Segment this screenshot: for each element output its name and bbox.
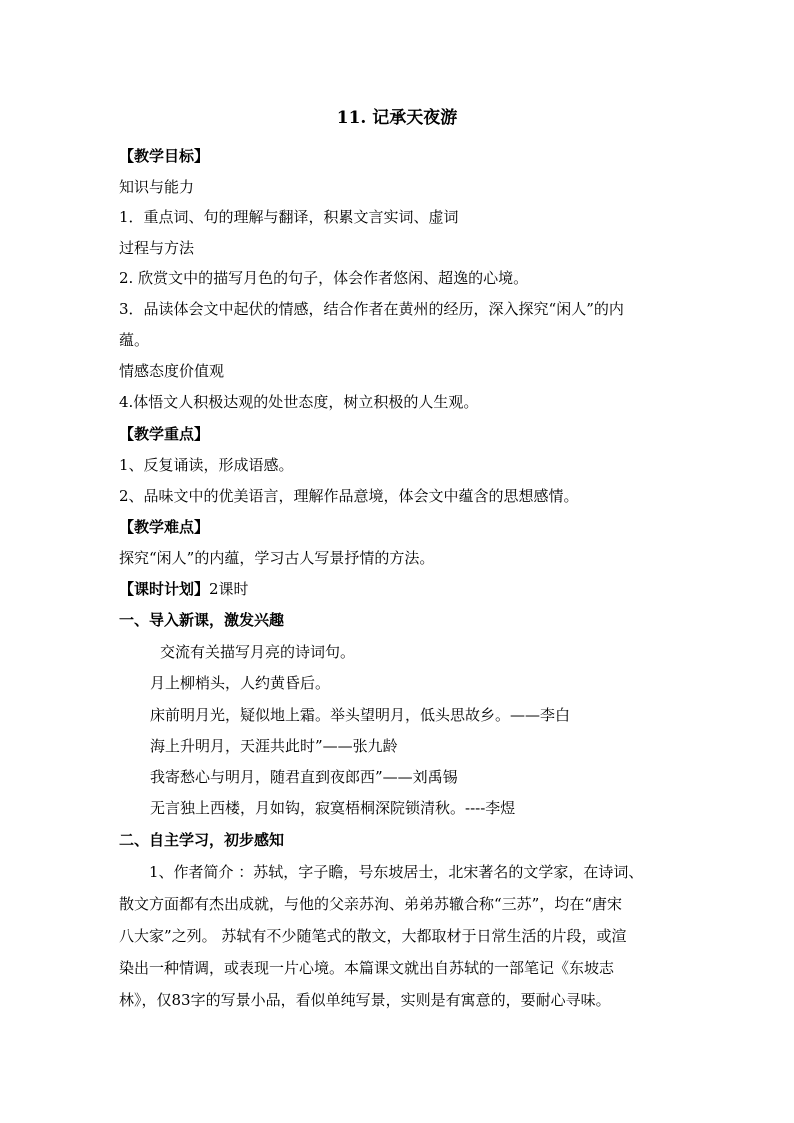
key-point-2: 2、品味文中的优美语言，理解作品意境，体会文中蕴含的思想感情。 bbox=[119, 487, 579, 505]
poem-line-1: 月上柳梢头，人约黄昏后。 bbox=[150, 674, 331, 692]
goals-heading: 【教学目标】 bbox=[119, 147, 210, 165]
author-intro-line-4: 染出一种情调，或表现一片心境。本篇课文就出自苏轼的一部笔记《东坡志 bbox=[119, 959, 615, 977]
goal-4: 4.体悟文人积极达观的处世态度，树立积极的人生观。 bbox=[119, 393, 479, 411]
part-2-heading: 二、自主学习，初步感知 bbox=[119, 831, 285, 849]
difficulty-1: 探究“闲人”的内蕴，学习古人写景抒情的方法。 bbox=[119, 549, 435, 567]
key-point-1: 1、反复诵读，形成语感。 bbox=[119, 456, 294, 474]
goal-3-line-1: 3．品读体会文中起伏的情感，结合作者在黄州的经历，深入探究“闲人”的内 bbox=[119, 300, 624, 318]
part-1-heading: 一、导入新课，激发兴趣 bbox=[119, 611, 285, 629]
author-intro-line-1: 1、作者简介 ：苏轼，字子瞻，号东坡居士，北宋著名的文学家，在诗词、 bbox=[149, 863, 644, 881]
process-heading: 过程与方法 bbox=[119, 239, 195, 257]
author-intro-line-3: 八大家”之列。 苏轼有不少随笔式的散文，大都取材于日常生活的片段，或渲 bbox=[119, 927, 627, 945]
page-title: 11. 记承天夜游 bbox=[336, 108, 458, 128]
poem-line-2: 床前明月光，疑似地上霜。举头望明月，低头思故乡。——李白 bbox=[150, 706, 571, 724]
lesson-plan-value: 2课时 bbox=[209, 580, 249, 598]
part-1-intro: 交流有关描写月亮的诗词句。 bbox=[160, 643, 356, 661]
goal-3-line-2: 蕴。 bbox=[119, 331, 150, 349]
poem-line-4: 我寄愁心与明月，随君直到夜郎西”——刘禹锡 bbox=[150, 768, 458, 786]
knowledge-heading: 知识与能力 bbox=[119, 178, 195, 196]
lesson-plan-heading: 【课时计划】 bbox=[119, 580, 210, 598]
poem-line-3: 海上升明月，天涯共此时”——张九龄 bbox=[150, 737, 398, 755]
key-points-heading: 【教学重点】 bbox=[119, 425, 210, 443]
lesson-plan-line bbox=[119, 579, 679, 599]
goal-2: 2. 欣赏文中的描写月色的句子，体会作者悠闲、超逸的心境。 bbox=[119, 269, 529, 287]
author-intro-line-5: 林》，仅83字的写景小品，看似单纯写景，实则是有寓意的，要耐心寻味。 bbox=[119, 991, 611, 1009]
author-intro-line-2: 散文方面都有杰出成就，与他的父亲苏洵、弟弟苏辙合称“三苏”，均在“唐宋 bbox=[119, 895, 623, 913]
goal-1: 1．重点词、句的理解与翻译，积累文言实词、虚词 bbox=[119, 208, 459, 226]
difficulty-heading: 【教学难点】 bbox=[119, 518, 210, 536]
poem-line-5: 无言独上西楼，月如钩，寂寞梧桐深院锁清秋。----李煜 bbox=[150, 799, 516, 817]
emotion-heading: 情感态度价值观 bbox=[119, 362, 225, 380]
